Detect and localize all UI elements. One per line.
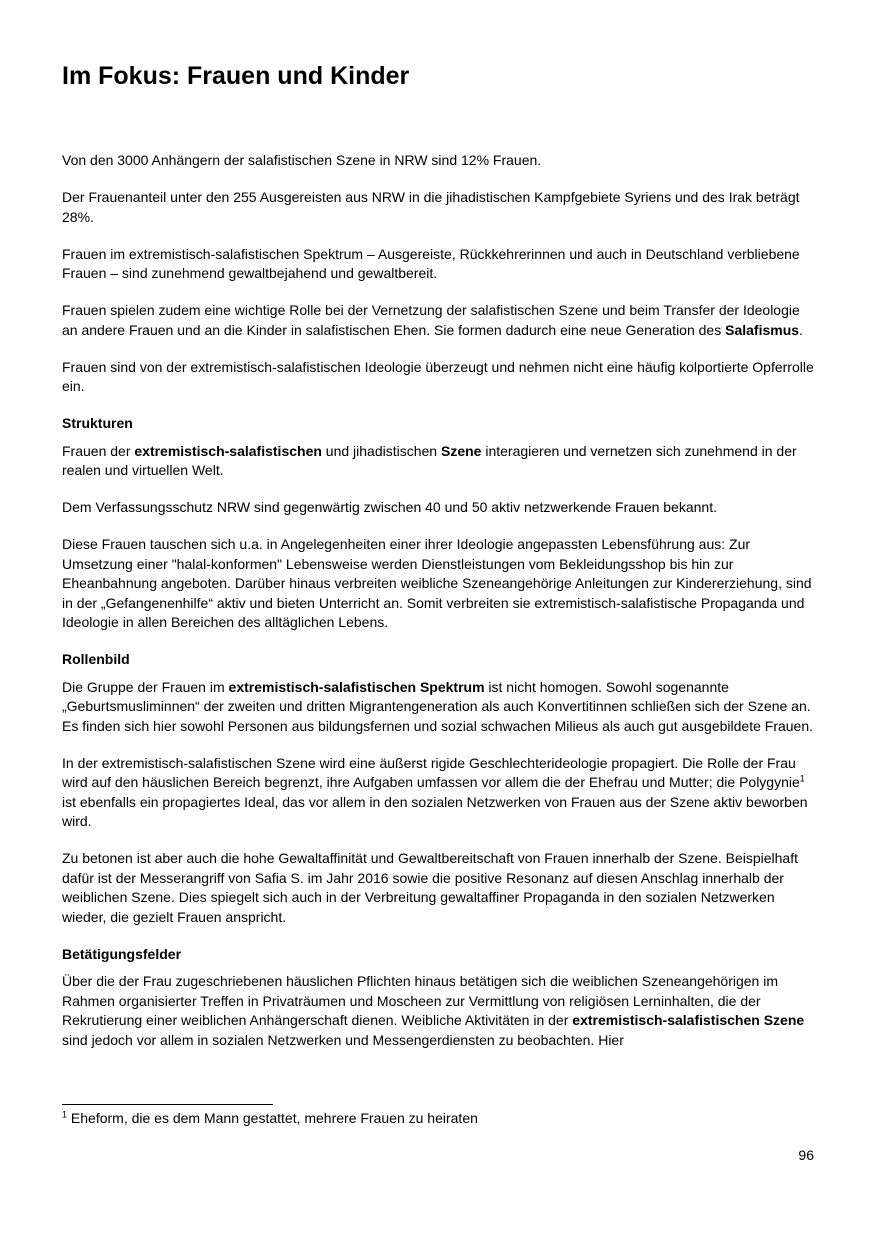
footnote-text: Eheform, die es dem Mann gestattet, mehrere Frauen zu heiraten (67, 1110, 478, 1126)
text-run: . (799, 321, 803, 338)
page-number: 96 (798, 1147, 814, 1163)
section-heading-strukturen: Strukturen (62, 415, 133, 431)
footnote (62, 1109, 478, 1128)
betaetigungsfelder-paragraph-1 (62, 972, 814, 1050)
body-text (62, 151, 814, 1068)
text-run: Die Gruppe der Frauen im (62, 678, 229, 695)
footnote-marker: 1 (62, 1109, 68, 1120)
section-heading-rollenbild: Rollenbild (62, 651, 130, 667)
text-run: und jihadistischen (321, 442, 441, 459)
page-title: Im Fokus: Frauen und Kinder (62, 62, 410, 90)
text-run: In der extremistisch-salafistischen Szene wird eine äußerst rigide Geschlechterideologie propagiert. Die Rolle der Frau wird auf den häuslichen Bereich begrenzt, ihre Aufgaben umfassen vor allem die der Ehefrau und Mutter; die Polygynie (62, 754, 800, 790)
strukturen-paragraph-2: Dem Verfassungsschutz NRW sind gegenwärtig zwischen 40 und 50 aktiv netzwerkende Frauen bekannt. (62, 499, 717, 515)
section-heading-betaetigungsfelder: Betätigungsfelder (62, 945, 182, 962)
intro-paragraph-3: Frauen im extremistisch-salafistischen Spektrum – Ausgereiste, Rückkehrerinnen und auch in Deutschland verbliebene Frauen – sind zunehmend gewaltbejahend und gewaltbereit. (62, 245, 800, 281)
bold-term: extremistisch-salafistischen Spektrum (228, 678, 485, 695)
bold-term: extremistisch-salafistischen Szene (572, 1012, 805, 1028)
intro-paragraph-4 (62, 301, 814, 340)
text-run: Frauen der (62, 442, 135, 459)
text-run: Über die der Frau zugeschriebenen häuslichen Pflichten hinaus betätigen sich die weiblichen Szeneangehörigen im Rahmen organisierter Treffen in Privaträumen und Moscheen zur Vermittlung von religiösen Lerninhalten, die der Rekrutierung einer weiblichen Anhängerschaft dienen. Weibliche Aktivitäten in der (62, 973, 779, 1028)
text-run: interagieren und vernetzen sich zunehmend in der realen und virtuellen Welt. (62, 442, 797, 478)
intro-paragraph-2: Der Frauenanteil unter den 255 Ausgereisten aus NRW in die jihadistischen Kampfgebiete Syriens und des Irak beträgt 28%. (62, 189, 800, 225)
rollenbild-paragraph-2 (62, 754, 814, 832)
rollenbild-paragraph-1 (62, 678, 814, 737)
text-run: sind jedoch vor allem in sozialen Netzwerken und Messengerdiensten zu beobachten. Hier (62, 1031, 624, 1048)
text-run: ist ebenfalls ein propagiertes Ideal, das vor allem in den sozialen Netzwerken von Frauen aus der Szene aktiv beworben wird. (62, 793, 808, 829)
bold-term: Szene (440, 442, 482, 459)
strukturen-paragraph-1 (62, 442, 814, 481)
bold-term: extremistisch-salafistischen (134, 442, 322, 459)
intro-paragraph-1: Von den 3000 Anhängern der salafistischen Szene in NRW sind 12% Frauen. (62, 152, 542, 168)
rollenbild-paragraph-3: Zu betonen ist aber auch die hohe Gewaltaffinität und Gewaltbereitschaft von Frauen innerhalb der Szene. Beispielhaft dafür ist der Messerangriff von Safia S. im Jahr 2016 sowie die positive Resonanz auf diesen Anschlag innerhalb der weiblichen Szene. Dies spiegelt sich auch in der Verbreitung gewaltaffiner Propaganda in den sozialen Netzwerken wieder, die gezielt Frauen anspricht. (62, 850, 798, 925)
text-run: ist nicht homogen. Sowohl sogenannte „Geburtsmusliminnen“ der zweiten und dritten Migrantengeneration als auch Konvertitinnen schließen sich der Szene an. Es finden sich hier sowohl Personen aus bildungsfernen und sozial schwachen Milieus als auch gut ausgebildete Frauen. (62, 678, 814, 734)
footnote-separator (62, 1104, 273, 1105)
strukturen-paragraph-3: Diese Frauen tauschen sich u.a. in Angelegenheiten einer ihrer Ideologie angepassten Lebensführung aus: Zur Umsetzung einer "halal-konformen" Lebensweise werden Dienstleistungen vom Bekleidungsshop bis hin zur Eheanbahnung angeboten. Darüber hinaus verbreiten weibliche Szeneangehörige Anleitungen zur Kindererziehung, sind in der „Gefangenenhilfe“ aktiv und bieten Unterricht an. Somit verbreiten sie extremistisch-salafistische Propaganda und Ideologie in allen Bereichen des alltäglichen Lebens. (62, 536, 812, 630)
bold-term: Salafismus (725, 321, 800, 338)
intro-paragraph-5: Frauen sind von der extremistisch-salafistischen Ideologie überzeugt und nehmen nicht eine häufig kolportierte Opferrolle ein. (62, 358, 814, 394)
footnote-reference[interactable]: 1 (799, 773, 805, 784)
text-run: Frauen spielen zudem eine wichtige Rolle bei der Vernetzung der salafistischen Szene und beim Transfer der Ideologie an andere Frauen und an die Kinder in salafistischen Ehen. Sie formen dadurch eine neue Generation des (62, 302, 800, 338)
